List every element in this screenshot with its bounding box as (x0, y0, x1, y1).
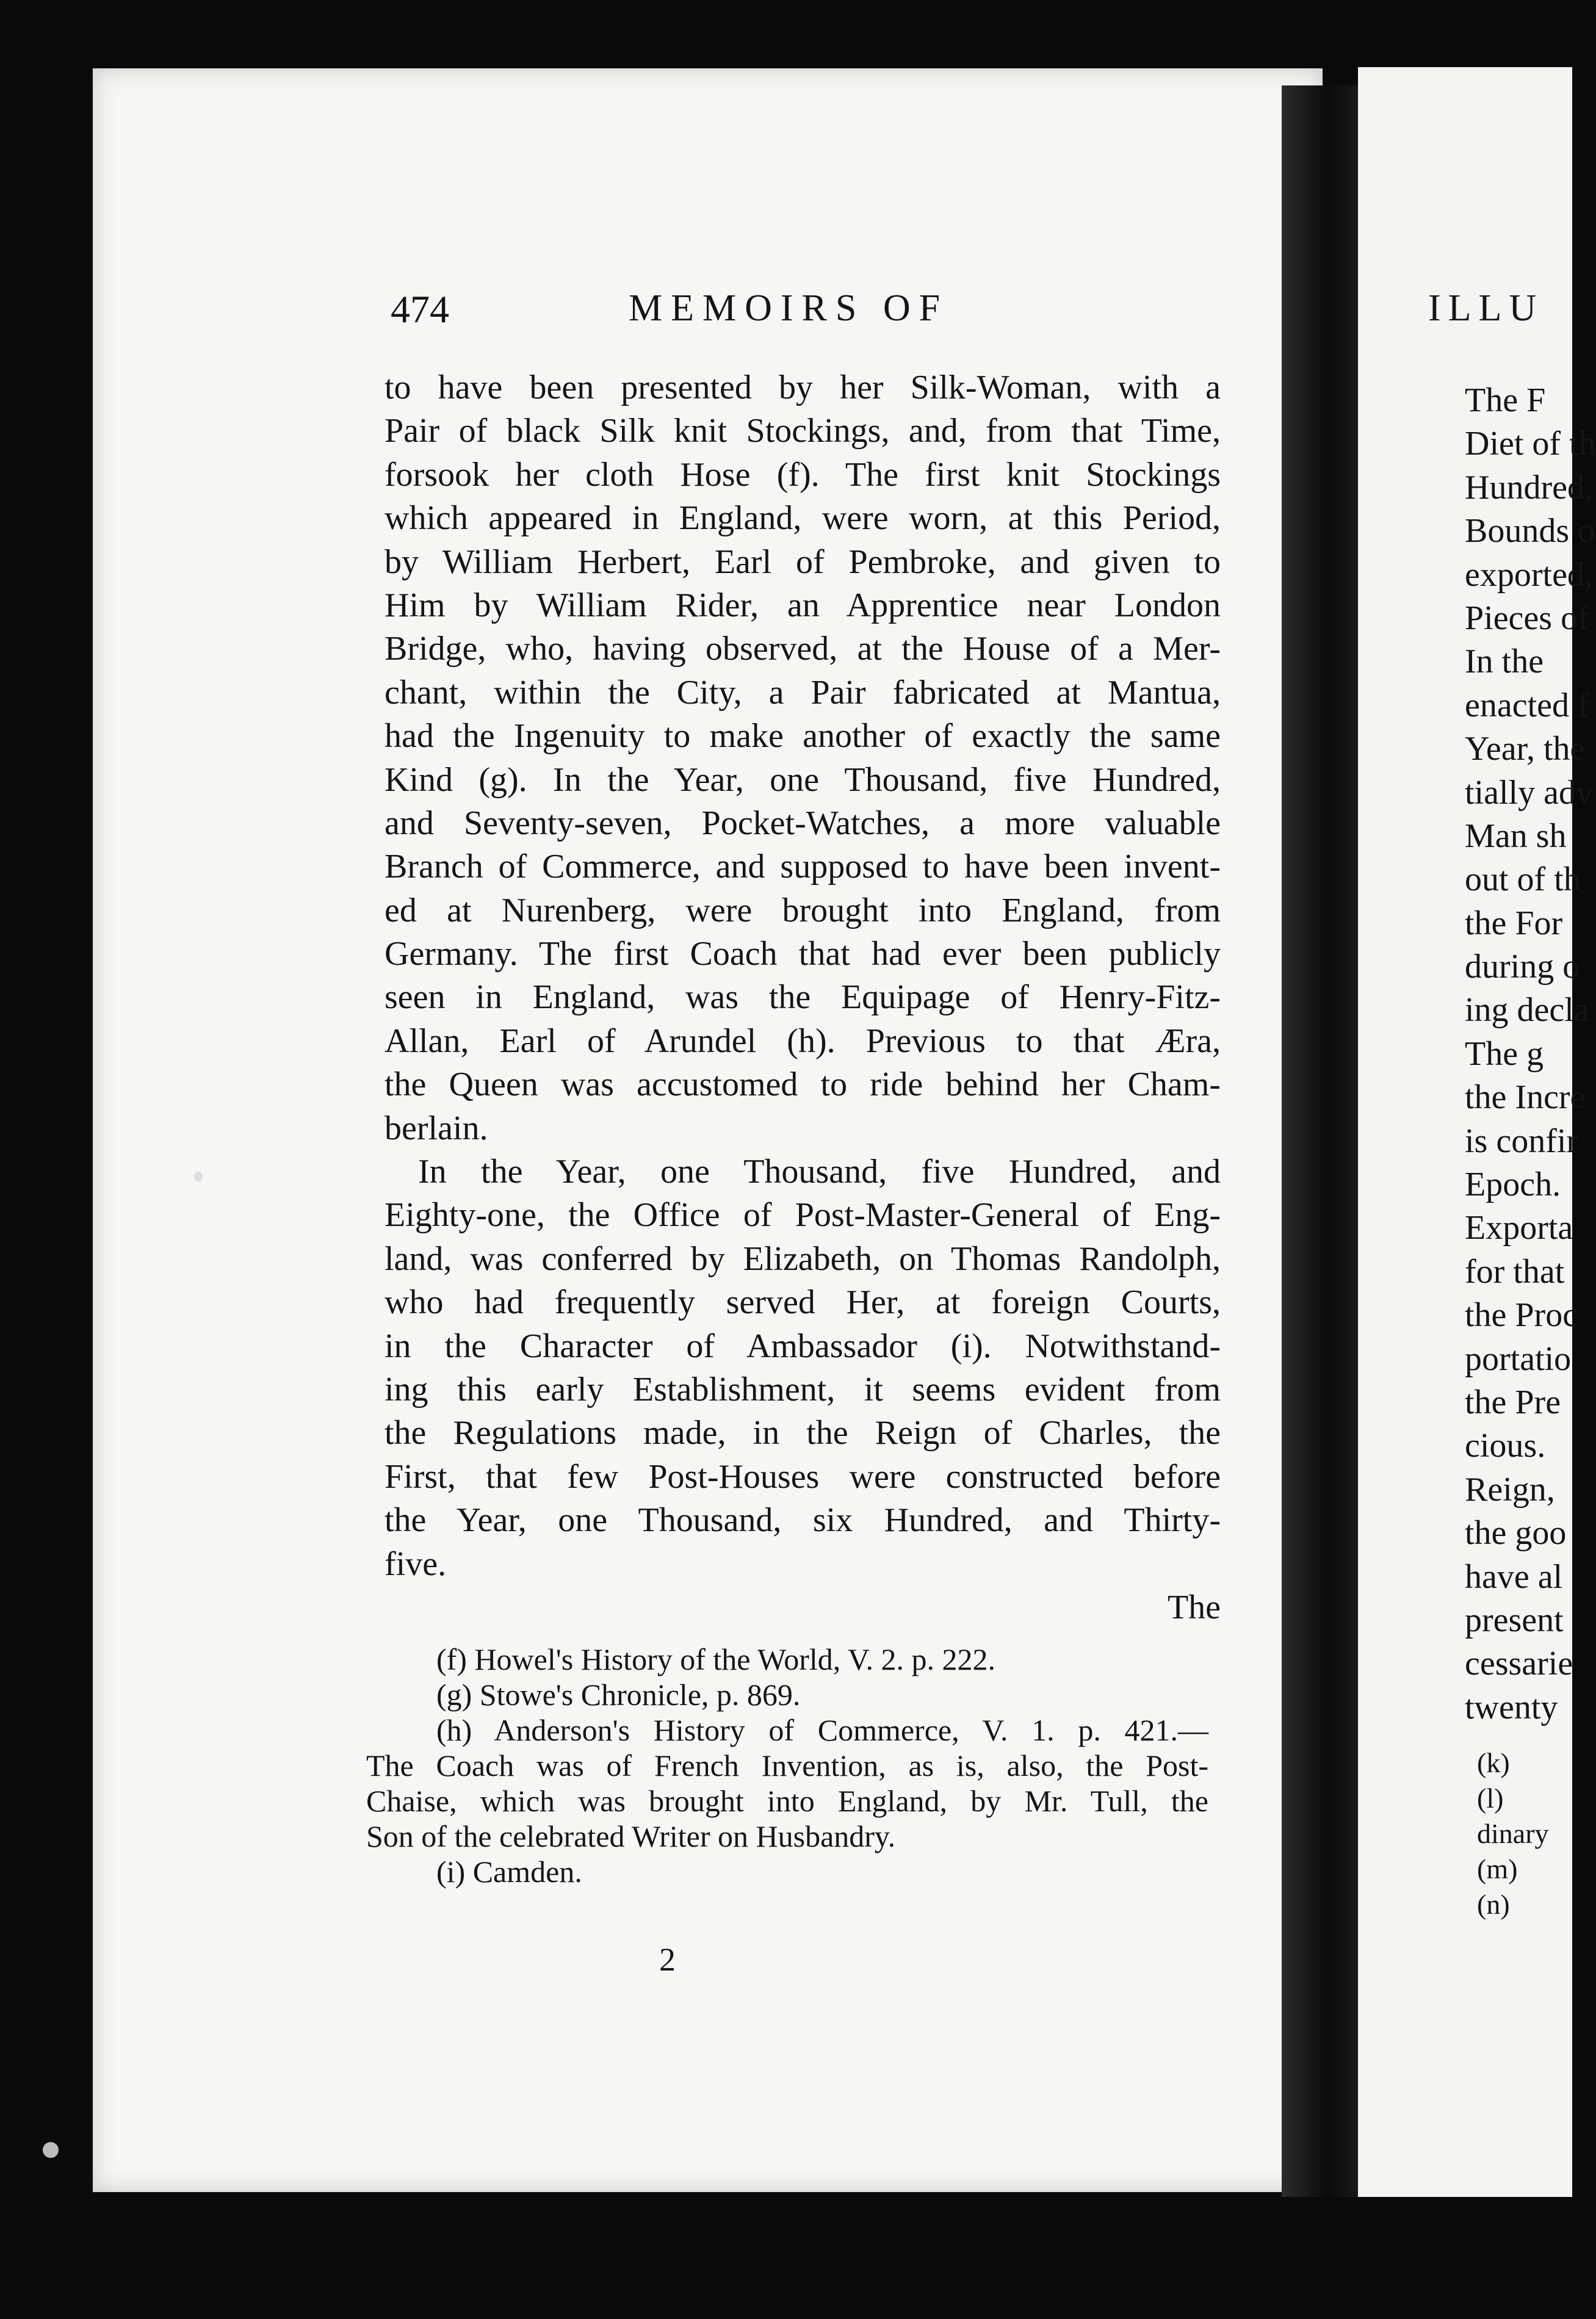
footnote-line: The Coach was of French Invention, as is, also, the Post- (366, 1748, 1208, 1783)
text-line: to have been presented by her Silk-Woman, with a (385, 369, 1221, 406)
text-line: Bounds o (1465, 512, 1595, 550)
text-line: ing decla (1465, 991, 1589, 1030)
text-line: berlain. (385, 1109, 488, 1147)
text-line: the Regulations made, in the Reign of Charles, the (385, 1414, 1221, 1452)
text-line: Him by William Rider, an Apprentice near London (385, 586, 1221, 624)
text-line: Pieces of (1465, 599, 1589, 637)
text-line: Diet of th (1465, 425, 1596, 463)
text-line: exported, (1465, 555, 1593, 594)
main-text (385, 366, 1221, 1629)
text-line: chant, within the City, a Pair fabricated at Mantua, (385, 673, 1221, 712)
footnote-line: (g) Stowe's Chronicle, p. 869. (436, 1678, 801, 1712)
right-footnotes (1477, 1745, 1549, 1922)
signature-mark: 2 (659, 1941, 676, 1978)
text-line: the Proc (1465, 1296, 1578, 1335)
text-line: twenty (1465, 1688, 1558, 1726)
text-line: five. (385, 1545, 447, 1583)
text-line: The g (1465, 1034, 1544, 1073)
text-line: land, was conferred by Elizabeth, on Thomas Randolph, (385, 1239, 1221, 1278)
text-line: out of th (1465, 860, 1581, 899)
text-line: enacted f (1465, 686, 1589, 724)
text-line: by William Herbert, Earl of Pembroke, and given to (385, 543, 1221, 581)
text-line: Epoch. (1465, 1166, 1561, 1204)
paragraph-2 (385, 1150, 1221, 1586)
text-line: Branch of Commerce, and supposed to have been invent- (385, 848, 1221, 886)
text-line: portatio (1465, 1340, 1572, 1378)
footnote-line: (k) (1477, 1747, 1510, 1778)
footnote-line: Chaise, which was brought into England, by Mr. Tull, the (366, 1784, 1208, 1818)
text-line: forsook her cloth Hose (f). The first knit Stockings (385, 455, 1221, 494)
text-line: In the Year, one Thousand, five Hundred, and (418, 1153, 1221, 1191)
text-line: Eighty-one, the Office of Post-Master-General of Eng- (385, 1196, 1221, 1235)
text-line: First, that few Post-Houses were constructed before (385, 1457, 1221, 1496)
text-line: Bridge, who, having observed, at the House of a Mer- (385, 630, 1221, 668)
text-line: which appeared in England, were worn, at this Period, (385, 499, 1221, 538)
page-number: 474 (391, 287, 449, 331)
catchword: The (1167, 1588, 1221, 1626)
right-running-title: ILLU (1428, 287, 1544, 329)
text-line: Reign, (1465, 1470, 1555, 1509)
footnotes (366, 1642, 1208, 1889)
text-line: cious. (1465, 1427, 1546, 1465)
text-line: tially adv (1465, 773, 1593, 812)
text-line: In the (1465, 643, 1544, 681)
footnote-line: dinary (1477, 1818, 1549, 1849)
footnote-line: (h) Anderson's History of Commerce, V. 1. p. 421.— (436, 1713, 1208, 1747)
text-line: The F (1465, 381, 1546, 419)
text-line: Pair of black Silk knit Stockings, and, from that Time, (385, 412, 1221, 450)
paragraph-1 (385, 366, 1221, 1150)
text-line: the goo (1465, 1514, 1567, 1553)
paper-speck (43, 2142, 59, 2158)
text-line: Exporta (1465, 1209, 1573, 1247)
text-line: had the Ingenuity to make another of exactly the same (385, 717, 1221, 756)
footnote-line: (m) (1477, 1853, 1518, 1884)
text-line: Kind (g). In the Year, one Thousand, five Hundred, (385, 760, 1221, 799)
text-line: is confir (1465, 1122, 1578, 1160)
text-line: Germany. The first Coach that had ever been publicly (385, 935, 1221, 973)
text-line: Hundred, (1465, 468, 1593, 507)
text-line: for that (1465, 1252, 1565, 1291)
text-line: have al (1465, 1557, 1563, 1596)
text-line: in the Character of Ambassador (i). Notwithstand- (385, 1327, 1221, 1365)
footnote-line: (l) (1477, 1783, 1504, 1814)
text-line: the Queen was accustomed to ride behind her Cham- (385, 1066, 1221, 1104)
text-line: the Incre (1465, 1078, 1586, 1117)
text-line: present (1465, 1601, 1564, 1639)
right-page-text (1465, 378, 1596, 1729)
text-line: who had frequently served Her, at foreign Courts, (385, 1283, 1221, 1322)
text-line: the Year, one Thousand, six Hundred, and Thirty- (385, 1501, 1221, 1540)
page-header (391, 287, 1245, 348)
text-line: the For (1465, 904, 1563, 942)
text-line: seen in England, was the Equipage of Henry-Fitz- (385, 978, 1221, 1017)
running-title: MEMOIRS OF (629, 287, 949, 329)
footnote-line: Son of the celebrated Writer on Husbandry. (366, 1819, 896, 1853)
text-line: Man sh (1465, 817, 1567, 855)
footnote-line: (n) (1477, 1889, 1510, 1920)
text-line: cessarie (1465, 1645, 1573, 1683)
text-line: and Seventy-seven, Pocket-Watches, a more valuable (385, 804, 1221, 842)
text-line: ed at Nurenberg, were brought into England, from (385, 891, 1221, 929)
text-line: Year, the (1465, 730, 1586, 768)
footnote-line: (f) Howel's History of the World, V. 2. p. 222. (436, 1642, 996, 1676)
book-gutter (1282, 85, 1358, 2197)
paper-speck (194, 1172, 203, 1181)
text-line: Allan, Earl of Arundel (h). Previous to that Æra, (385, 1022, 1221, 1060)
text-line: ing this early Establishment, it seems evident from (385, 1370, 1221, 1408)
text-line: the Pre (1465, 1383, 1561, 1421)
footnote-line: (i) Camden. (436, 1855, 582, 1889)
text-line: during o (1465, 948, 1580, 986)
